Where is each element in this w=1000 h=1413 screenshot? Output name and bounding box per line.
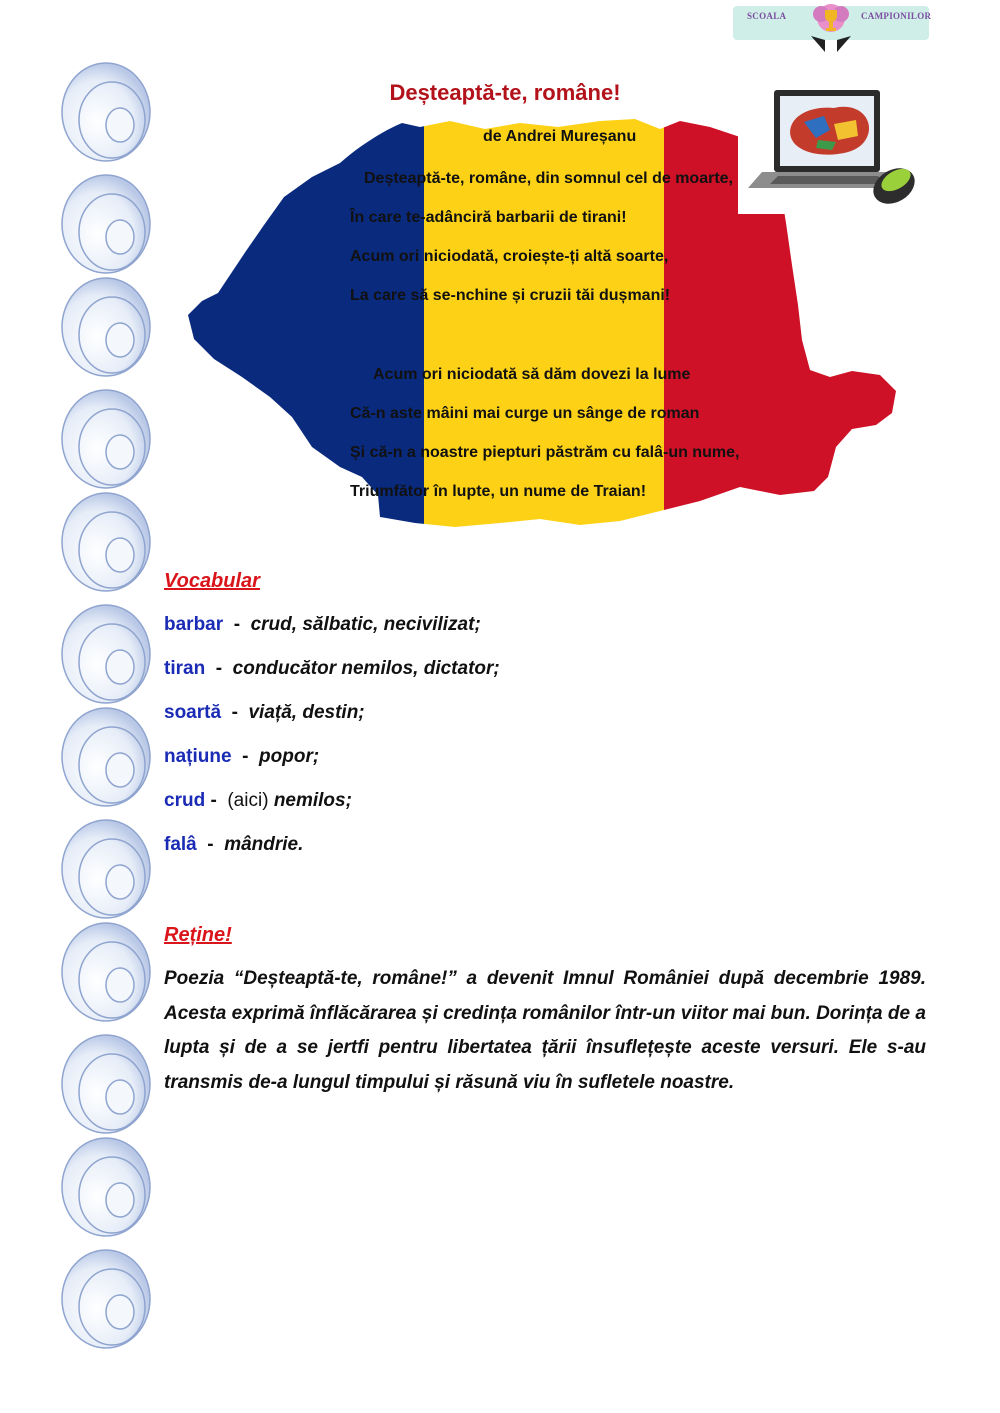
poem-title: Deșteaptă-te, române! <box>389 80 621 105</box>
vocab-separator: - <box>205 658 233 679</box>
school-logo <box>733 2 932 52</box>
vocab-separator: - <box>223 614 251 635</box>
verse-line: În care te-adânciră barbarii de tirani! <box>350 209 627 226</box>
verse-line: Că-n aste mâini mai curge un sânge de roman <box>350 405 700 422</box>
poem-author: de Andrei Mureșanu <box>483 128 637 145</box>
vocab-term: națiune <box>164 746 232 767</box>
vocab-entry <box>164 614 481 636</box>
vocab-term: crud <box>164 790 206 811</box>
vocab-definition: mândrie. <box>224 834 304 855</box>
logo-text-left: SCOALA <box>747 11 787 21</box>
vocab-term: soartă <box>164 702 222 723</box>
vocab-entry <box>164 658 500 680</box>
vocab-separator: - <box>231 746 260 767</box>
vocab-note: (aici) <box>227 790 269 811</box>
verse-line: Acum ori niciodată, croiește-ți altă soarte, <box>350 248 669 265</box>
vocab-definition: viață, destin; <box>248 702 365 723</box>
retine-heading: Reține! <box>164 924 232 946</box>
vocab-separator: - <box>196 834 225 855</box>
vocab-separator: - <box>221 702 249 723</box>
verse-line: Deșteaptă-te, române, din somnul cel de moarte, <box>364 170 733 187</box>
logo-text-right: CAMPIONILOR <box>861 11 932 21</box>
vocab-definition: conducător nemilos, dictator; <box>232 658 500 679</box>
vocab-definition: nemilos; <box>273 790 352 811</box>
vocab-entry <box>164 746 319 768</box>
verse-line: Triumfător în lupte, un nume de Traian! <box>350 483 647 500</box>
laptop-icon <box>738 64 928 214</box>
verse-line: Și că-n a noastre piepturi păstrăm cu falâ-un nume, <box>350 444 740 461</box>
vocab-definition: popor; <box>259 746 320 767</box>
vocab-definition: crud, sălbatic, necivilizat; <box>250 614 481 635</box>
binder-rings <box>58 62 158 1352</box>
vocab-separator: - <box>205 790 228 811</box>
logo-banner-icon <box>733 2 932 52</box>
ring-column-icon <box>58 62 158 1352</box>
vocabulary-heading: Vocabular <box>164 570 260 592</box>
vocab-entry <box>164 790 352 812</box>
vocab-entry <box>164 702 365 724</box>
vocab-term: barbar <box>164 614 224 635</box>
verse-line: La care să se-nchine și cruzii tăi dușmani! <box>350 287 671 304</box>
vocab-entry <box>164 834 303 856</box>
vocab-term: falâ <box>164 834 197 855</box>
verse-line: Acum ori niciodată să dăm dovezi la lume <box>373 366 691 383</box>
vocab-term: tiran <box>164 658 206 679</box>
retine-paragraph: Poezia “Deșteaptă-te, române!” a devenit Imnul României după decembrie 1989. Acesta exprimă înflăcărarea și credința românilor într-un viitor mai bun. Dorința de a lupta și de a se jertfi pentru libertatea țării însuflețește aceste versuri. Ele s-au transmis de-a lungul timpului și răsună viu în sufletele noastre. <box>164 968 926 1093</box>
